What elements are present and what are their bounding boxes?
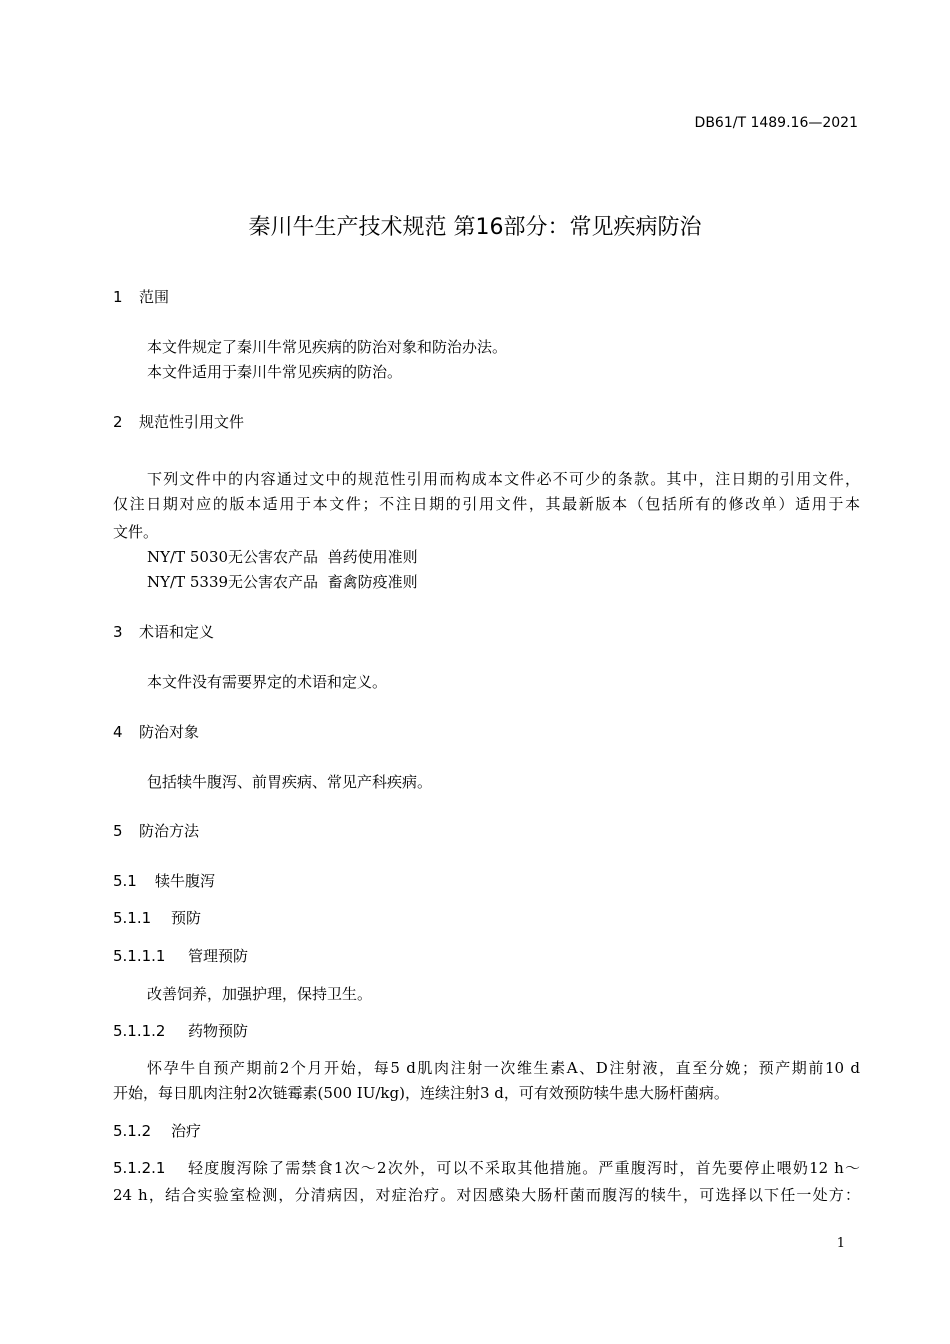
section-number: 5.1.1 [113,909,152,927]
heading-5-1-1 [113,908,860,928]
section-number: 5.1.2.1 [113,1159,166,1177]
paragraph: 怀孕牛自预产期前2个月开始，每5 d肌肉注射一次维生素A、D注射液，直至分娩；预产期前10 d [147,1059,860,1077]
reference-item: NY/T 5339无公害农产品 畜禽防疫准则 [147,573,418,591]
section-title: 管理预防 [188,947,249,965]
heading-4 [113,722,860,742]
heading-5-1-2 [113,1121,860,1141]
reference-item: NY/T 5030无公害农产品 兽药使用准则 [147,548,418,566]
section-number: 5.1.2 [113,1122,152,1140]
paragraph: 开始，每日肌肉注射2次链霉素(500 IU/kg)，连续注射3 d，可有效预防犊牛患大肠杆菌病。 [113,1084,729,1102]
section-title: 犊牛腹泻 [155,872,216,890]
paragraph: 改善饲养，加强护理，保持卫生。 [147,985,373,1003]
paragraph: 本文件没有需要界定的术语和定义。 [147,673,388,691]
paragraph: 仅注日期对应的版本适用于本文件；不注日期的引用文件，其最新版本（包括所有的修改单）适用于本 [113,495,860,513]
heading-5-1 [113,871,860,891]
section-number: 5.1.1.2 [113,1022,166,1040]
paragraph: 24 h，结合实验室检测，分清病因，对症治疗。对因感染大肠杆菌而腹泻的犊牛，可选择以下任一处方： [113,1186,860,1204]
section-title: 术语和定义 [139,623,215,641]
paragraph: 包括犊牛腹泻、前胃疾病、常见产科疾病。 [147,773,433,791]
section-number: 4 [113,723,123,741]
paragraph: 本文件规定了秦川牛常见疾病的防治对象和防治办法。 [147,338,508,356]
section-number: 5.1 [113,872,137,890]
heading-5-1-1-2 [113,1021,860,1041]
section-number: 2 [113,413,123,431]
heading-1 [113,287,860,307]
document-number: DB61/T 1489.16—2021 [694,115,858,131]
section-title: 防治对象 [139,723,200,741]
section-title: 规范性引用文件 [139,413,245,431]
section-number: 1 [113,288,123,306]
section-title: 范围 [139,288,170,306]
paragraph: 轻度腹泻除了需禁食1次～2次外，可以不采取其他措施。严重腹泻时，首先要停止喂奶12 h～ [188,1159,860,1177]
page-title: 秦川牛生产技术规范 第16部分：常见疾病防治 [248,215,702,240]
heading-5 [113,821,860,841]
section-title: 预防 [171,909,202,927]
heading-2 [113,412,860,432]
paragraph: 文件。 [113,523,159,541]
section-number: 5.1.1.1 [113,947,166,965]
heading-3 [113,622,860,642]
heading-5-1-1-1 [113,946,860,966]
section-number: 5 [113,822,123,840]
section-title: 药物预防 [188,1022,249,1040]
section-title: 治疗 [171,1122,202,1140]
clause-5-1-2-1 [113,1158,860,1178]
section-title: 防治方法 [139,822,200,840]
page-number: 1 [836,1236,845,1251]
paragraph: 本文件适用于秦川牛常见疾病的防治。 [147,363,403,381]
section-number: 3 [113,623,123,641]
paragraph: 下列文件中的内容通过文中的规范性引用而构成本文件必不可少的条款。其中，注日期的引用文件， [147,470,860,488]
